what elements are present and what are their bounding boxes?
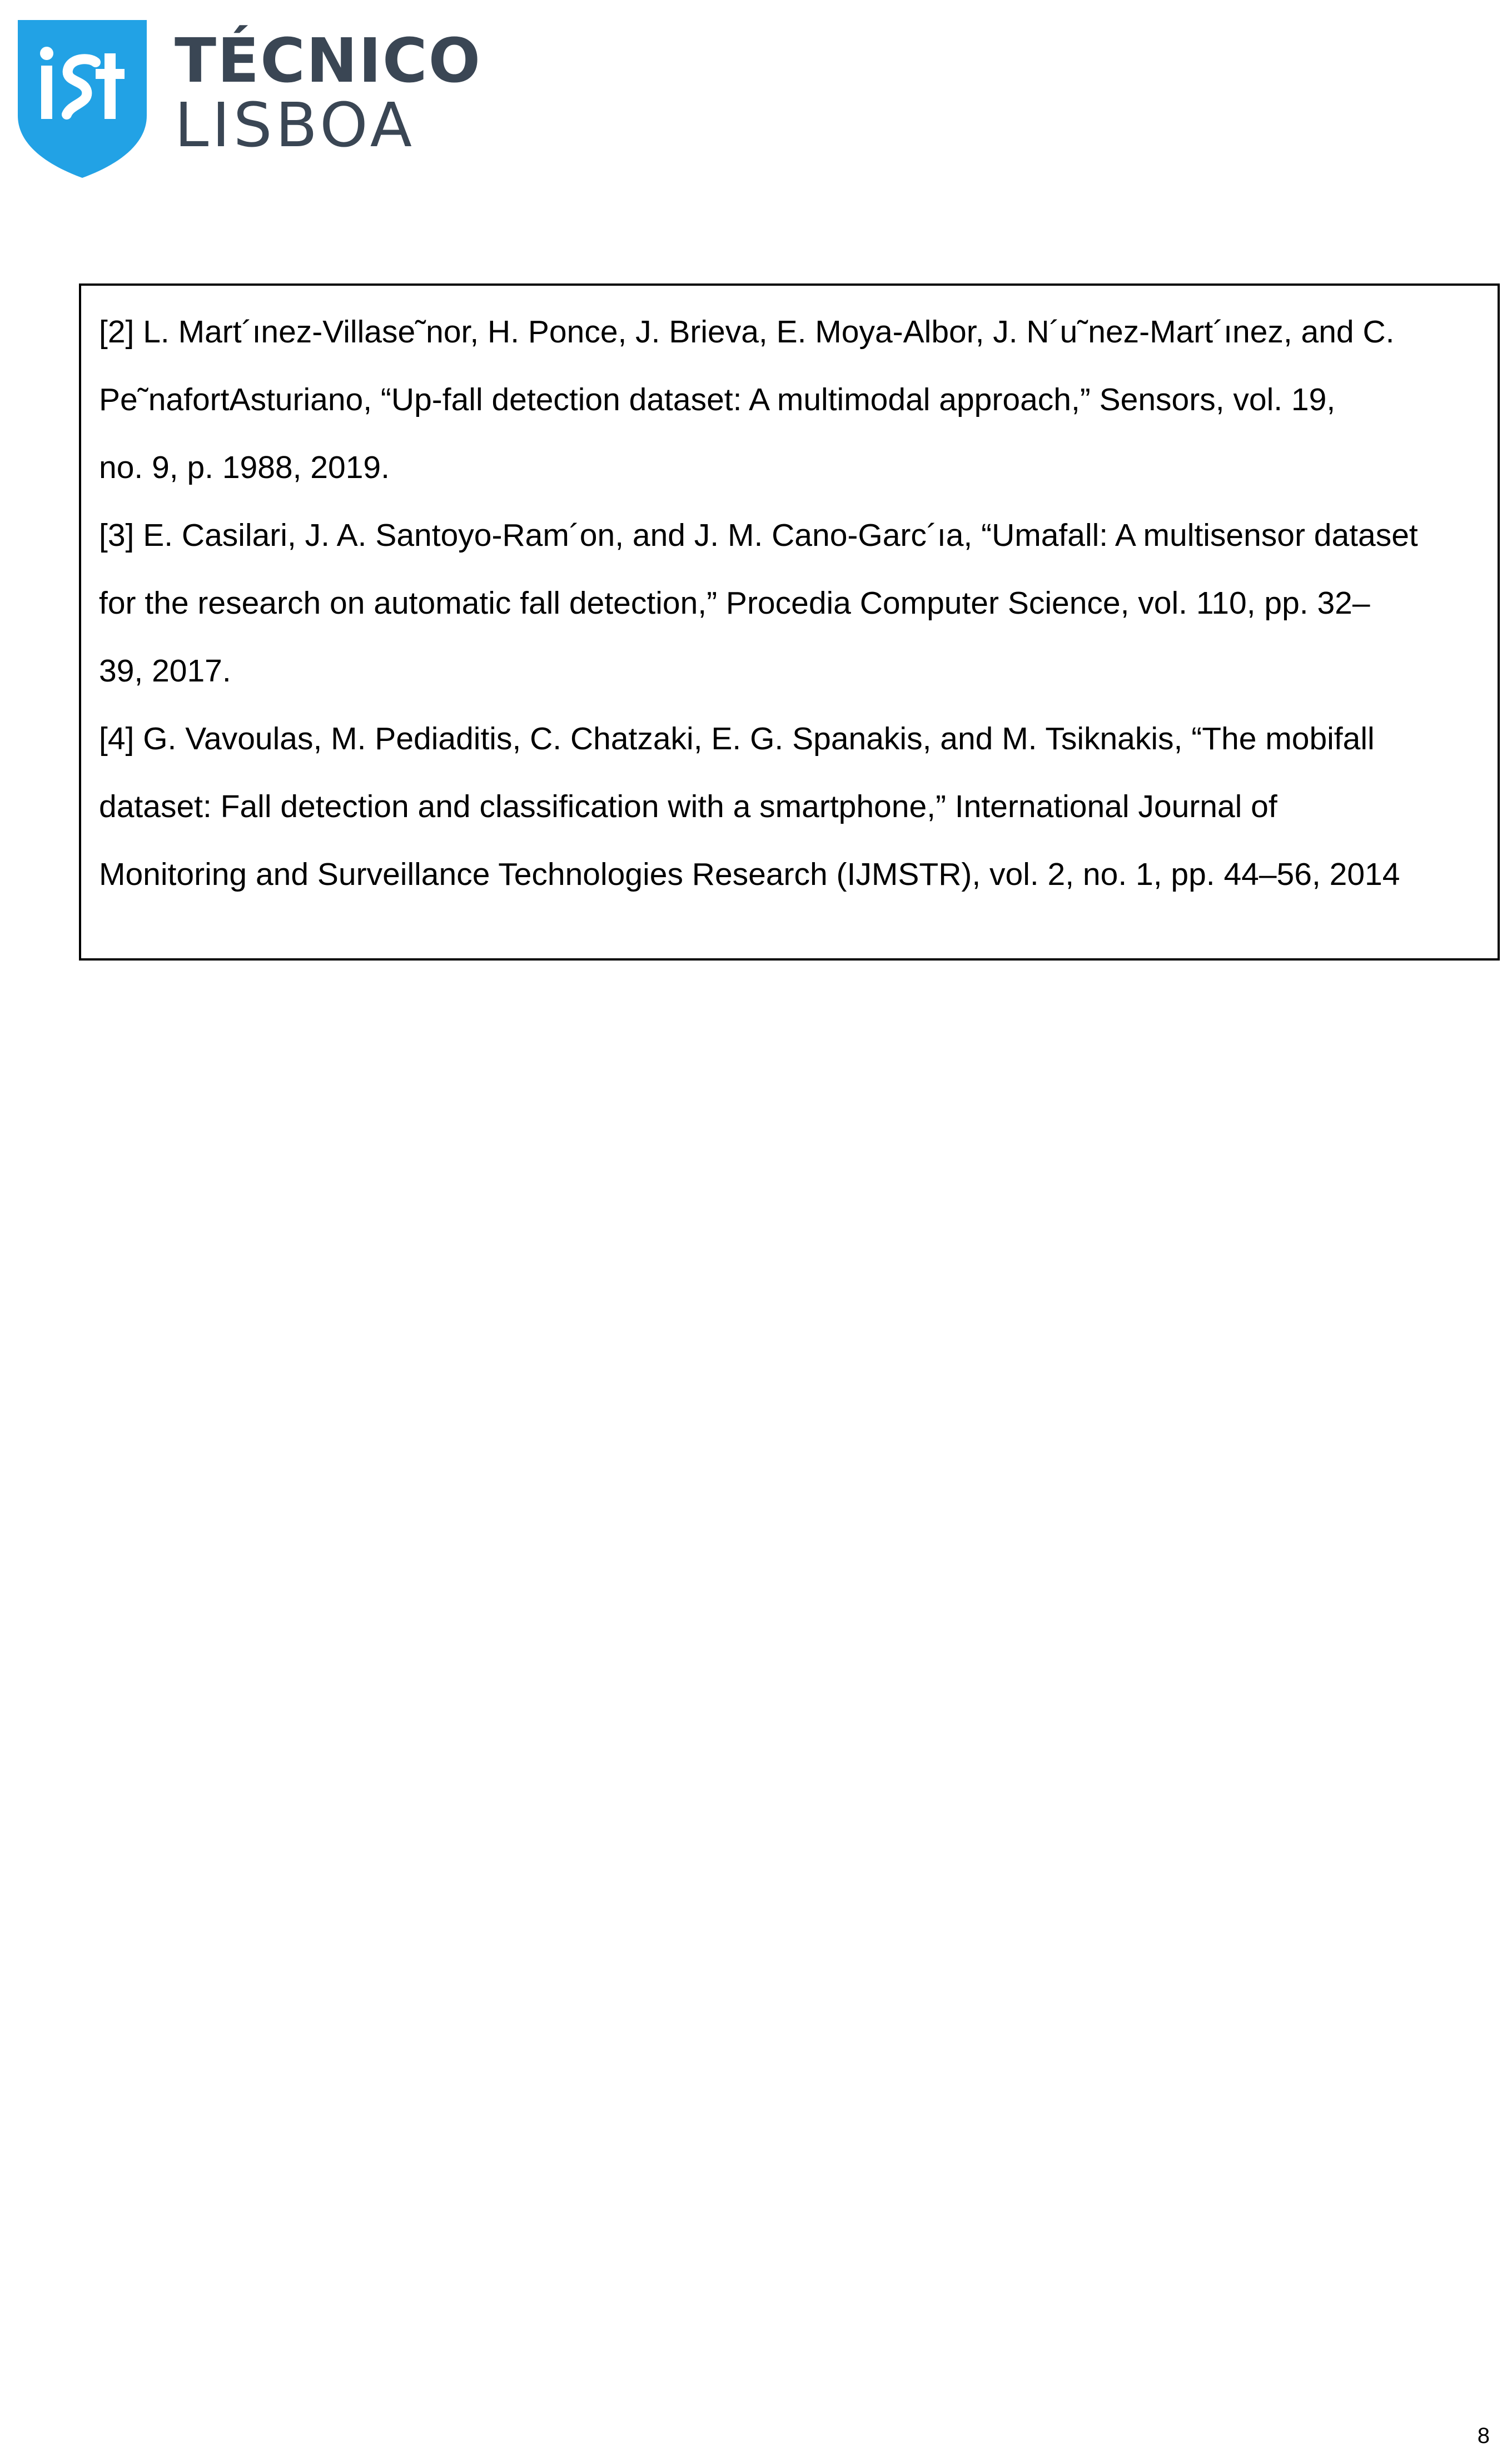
- logo-wordmark-line1: TÉCNICO: [175, 25, 482, 96]
- reference-list: [99, 298, 1489, 908]
- reference-item-4: [4] G. Vavoulas, M. Pediaditis, C. Chatzaki, E. G. Spanakis, and M. Tsiknakis, “The mobifall dataset: Fall detection and classification with a smartphone,” International Journal of Monitoring and Surveillance Technologies Research (IJMSTR), vol. 2, no. 1, pp. 44–56, 2014: [99, 721, 1400, 892]
- page-number: 8: [1477, 2424, 1490, 2448]
- institution-logo: [18, 20, 482, 181]
- references-box: [79, 283, 1500, 961]
- logo-wordmark-line2: LISBOA: [175, 89, 415, 161]
- ist-shield-icon: [18, 20, 147, 178]
- reference-item-3: [3] E. Casilari, J. A. Santoyo-Ram´on, and J. M. Cano-Garc´ıa, “Umafall: A multisensor dataset for the research on automatic fall detection,” Procedia Computer Science, vol. 110, pp. 32– 39, 2017.: [99, 518, 1418, 689]
- reference-item-2: [2] L. Mart´ınez-Villase˜nor, H. Ponce, J. Brieva, E. Moya-Albor, J. N´u˜nez-Mart´ınez, and C. Pe˜nafortAsturiano, “Up-fall detection dataset: A multimodal approach,” Sensors, vol. 19, no. 9, p. 1988, 2019.: [99, 314, 1395, 485]
- logo-wordmark: [175, 25, 482, 161]
